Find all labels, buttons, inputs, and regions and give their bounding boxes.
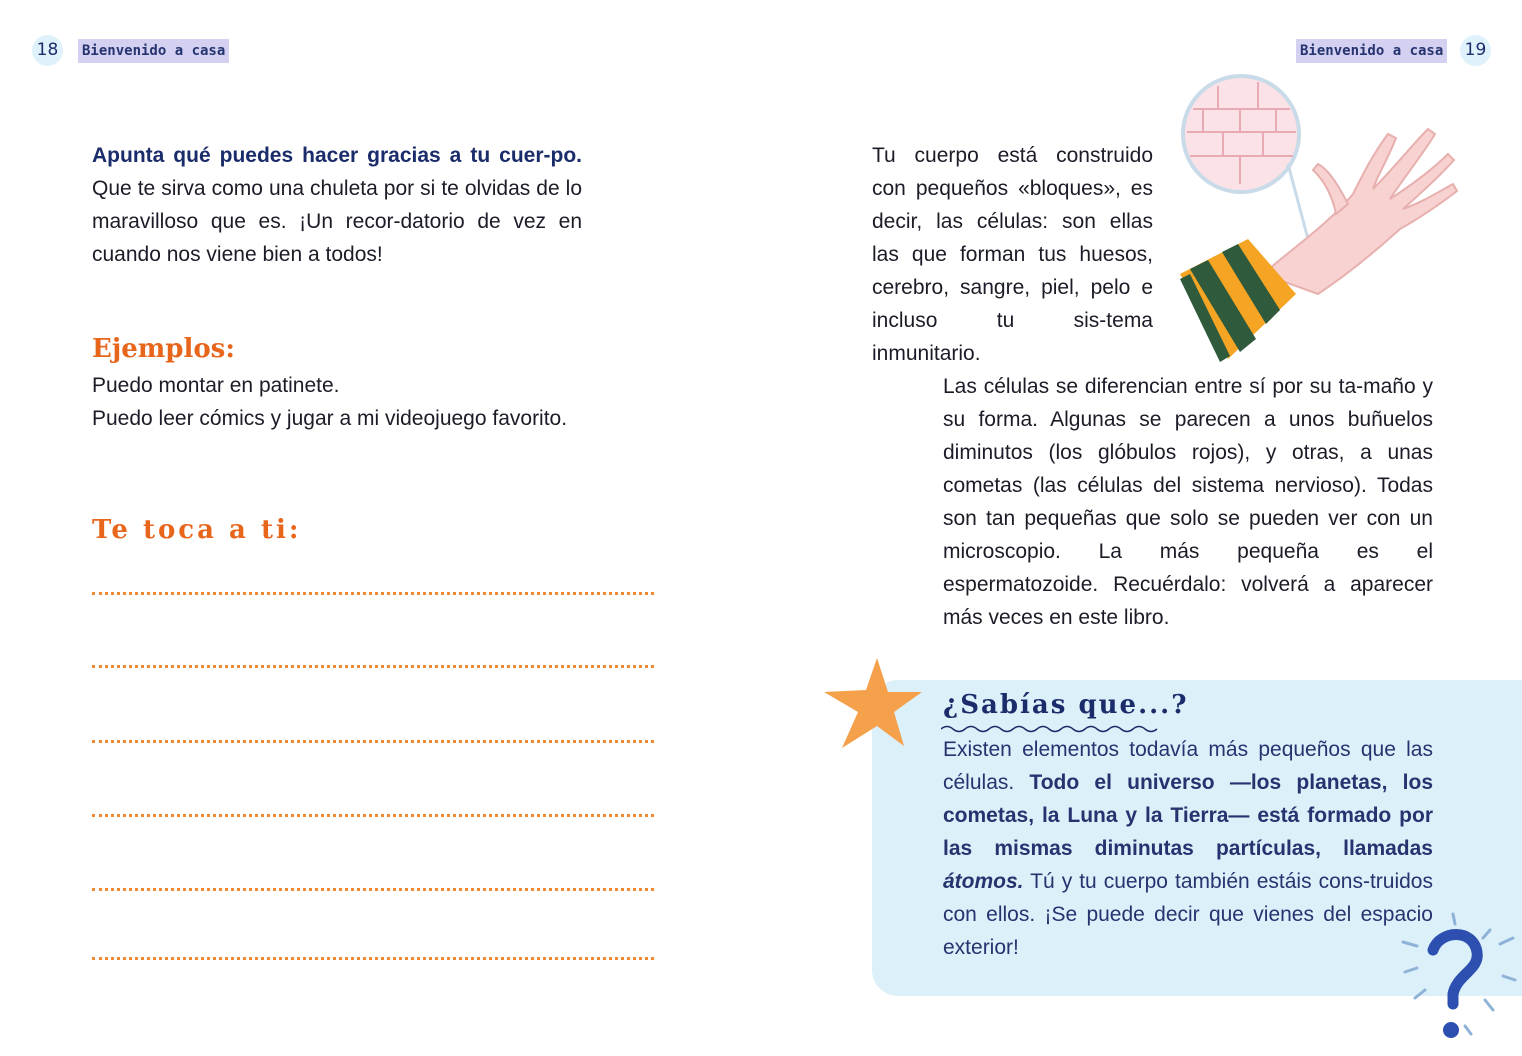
write-line-6[interactable] (92, 957, 654, 960)
hand-with-cells-illustration (1178, 74, 1498, 374)
box-text (943, 733, 1433, 964)
intro-bold: Apunta qué puedes hacer gracias a tu cuer-po. (92, 144, 582, 167)
examples-heading: Ejemplos: (92, 334, 235, 364)
body-paragraph-2: Las células se diferencian entre sí por su ta-maño y su forma. Algunas se parecen a unos buñuelos diminutos (los glóbulos rojos), y otras, a unas cometas (las células del sistema nervioso). Todas son tan pequeñas que solo se pueden ver con un microscopio. La más pequeña es el espermatozoide. Recuérdalo: volverá a aparecer más veces en este libro. (943, 375, 1433, 629)
star-icon (822, 656, 922, 751)
box-paragraph (943, 733, 1433, 964)
question-mark-icon (1395, 912, 1520, 1056)
body-paragraph-1: Tu cuerpo está construido con pequeños «bloques», es decir, las células: son ellas las que forman tus huesos, cerebro, sangre, piel, pelo e incluso tu sis-tema inmunitario. (872, 144, 1153, 365)
write-line-1[interactable] (92, 592, 654, 595)
running-head-right: Bienvenido a casa (1296, 39, 1447, 63)
write-line-2[interactable] (92, 665, 654, 668)
box-title: ¿Sabías que...? (943, 690, 1189, 720)
box-text-1: Existen elementos todavía más pequeños que las células. (943, 738, 1433, 794)
box-text-bold: Todo el universo —los planetas, los cometas, la Luna y la Tierra— está formado por las mismas diminutas partículas, llamadas (943, 771, 1433, 860)
box-text-bold-italic: átomos. (943, 870, 1024, 893)
write-line-5[interactable] (92, 888, 654, 891)
page-number-left: 18 (32, 35, 63, 66)
write-line-3[interactable] (92, 740, 654, 743)
page-number-right: 19 (1460, 35, 1491, 66)
your-turn-heading: Te toca a ti: (92, 515, 302, 545)
example-1: Puedo montar en patinete. (92, 374, 340, 397)
running-head-left: Bienvenido a casa (78, 39, 229, 63)
intro-rest: Que te sirva como una chuleta por si te olvidas de lo maravilloso que es. ¡Un recor-datorio de vez en cuando nos viene bien a todos! (92, 177, 582, 266)
intro-paragraph (92, 139, 582, 271)
write-line-4[interactable] (92, 814, 654, 817)
box-text-2: Tú y tu cuerpo también estáis cons-truidos con ellos. ¡Se puede decir que vienes del espacio exterior! (943, 870, 1433, 959)
example-2: Puedo leer cómics y jugar a mi videojuego favorito. (92, 407, 568, 430)
